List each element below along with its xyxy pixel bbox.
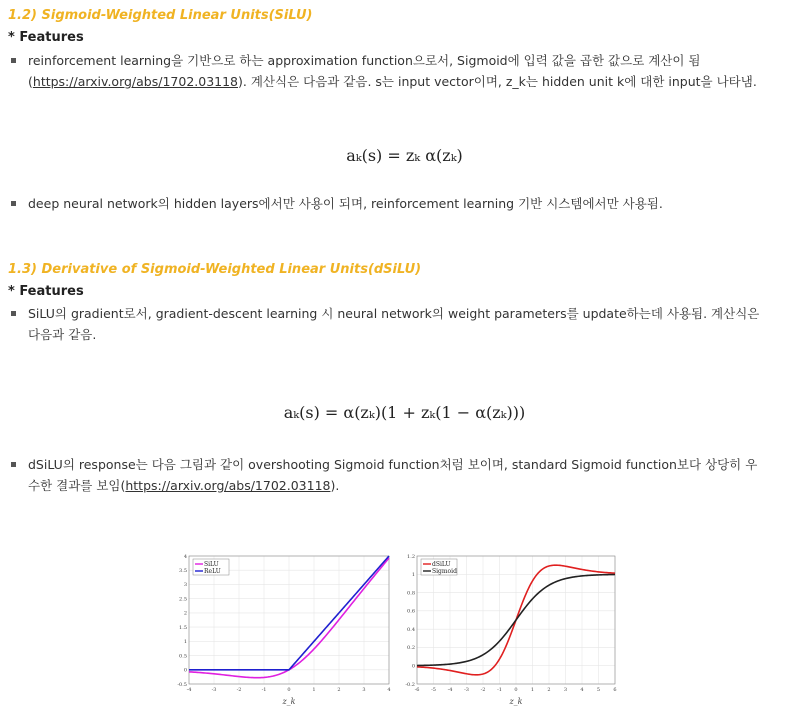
- x-tick-label: 1: [530, 687, 535, 693]
- silu-equation: aₖ(s) = zₖ α(zₖ): [346, 146, 463, 165]
- y-tick-label: 4: [183, 553, 187, 560]
- y-tick-label: 0.4: [407, 626, 415, 633]
- section-2-bullet-2: [8, 454, 798, 496]
- bullet-icon: [11, 201, 16, 206]
- bullet-text: deep neural network의 hidden layers에서만 사용이 되며, reinforcement learning 기반 시스템에서만 사용됨.: [28, 196, 663, 211]
- dsilu-sigmoid-chart: [395, 550, 625, 716]
- x-tick-label: 3: [563, 687, 568, 693]
- bullet-icon: [11, 311, 16, 316]
- y-tick-label: 2.5: [179, 596, 187, 603]
- x-tick-label: -6: [414, 687, 420, 693]
- section-1-bullet-2: [8, 193, 798, 214]
- y-tick-label: 0.6: [407, 608, 415, 615]
- x-axis-label: z_k: [509, 697, 523, 706]
- legend-label: SiLU: [204, 561, 219, 568]
- legend-label: Sigmoid: [432, 568, 457, 575]
- x-tick-label: 4: [580, 687, 584, 693]
- section-1-features-label: * Features: [8, 30, 84, 45]
- section-2-heading: 1.3) Derivative of Sigmoid-Weighted Linear Units(dSiLU): [8, 262, 422, 277]
- x-tick-label: -1: [497, 687, 502, 693]
- arxiv-link[interactable]: https://arxiv.org/abs/1702.03118: [125, 478, 331, 493]
- y-tick-label: -0.2: [405, 681, 415, 688]
- x-tick-label: -2: [480, 687, 486, 693]
- x-tick-label: -3: [211, 687, 217, 693]
- bullet-icon: [11, 58, 16, 63]
- section-1-heading: 1.2) Sigmoid-Weighted Linear Units(SiLU): [8, 8, 313, 23]
- bullet-text-line2: (https://arxiv.org/abs/1702.03118). 계산식은 다음과 같음. s는 input vector이며, z_k는 hidden unit k에 대한 input을 나타냄.: [28, 74, 757, 89]
- y-tick-label: 1: [411, 572, 415, 579]
- y-tick-label: 0: [411, 663, 415, 670]
- arxiv-link[interactable]: https://arxiv.org/abs/1702.03118: [32, 74, 239, 89]
- section-2-bullet-1: [8, 303, 798, 345]
- x-tick-label: -3: [464, 687, 469, 693]
- dsilu-equation: aₖ(s) = α(zₖ)(1 + zₖ(1 − α(zₖ))): [283, 403, 526, 422]
- y-tick-label: 1.5: [179, 624, 187, 631]
- x-tick-label: 3: [362, 687, 366, 693]
- y-tick-label: 1: [183, 639, 187, 646]
- x-tick-label: -2: [236, 687, 242, 693]
- legend-label: ReLU: [204, 568, 221, 575]
- x-tick-label: 4: [387, 687, 391, 693]
- silu-relu-chart: [165, 550, 397, 716]
- y-tick-label: 3: [183, 582, 187, 589]
- x-tick-label: 6: [613, 687, 617, 693]
- x-tick-label: 0: [287, 687, 291, 693]
- y-tick-label: 1.2: [407, 553, 415, 560]
- y-tick-label: 3.5: [179, 568, 187, 575]
- bullet-text: dSiLU의 response는 다음 그림과 같이 overshooting Sigmoid function처럼 보이며, standard Sigmoid function보다 상당히 우: [28, 457, 758, 472]
- y-tick-label: -0.5: [177, 681, 187, 688]
- bullet-text: reinforcement learning을 기반으로 하는 approximation function으로서, Sigmoid에 입력 값을 곱한 값으로 계산이 됨: [28, 53, 701, 68]
- y-tick-label: 0.5: [179, 653, 187, 660]
- x-tick-label: 2: [547, 687, 551, 693]
- y-tick-label: 0: [183, 667, 187, 674]
- x-tick-label: 0: [514, 687, 518, 693]
- x-axis-label: z_k: [282, 697, 296, 706]
- x-tick-label: -4: [447, 687, 453, 693]
- section-2-features-label: * Features: [8, 284, 84, 299]
- y-tick-label: 0.2: [407, 645, 415, 652]
- legend-label: dSiLU: [432, 561, 451, 568]
- y-tick-label: 0.8: [407, 590, 415, 597]
- x-tick-label: 2: [337, 687, 341, 693]
- x-tick-label: -4: [186, 687, 192, 693]
- section-1-bullet-1: [8, 50, 798, 92]
- bullet-text-line2: 수한 결과를 보임(https://arxiv.org/abs/1702.03118).: [28, 478, 340, 493]
- bullet-text: SiLU의 gradient로서, gradient-descent learning 시 neural network의 weight parameters를 update하는데 사용됨. 계산식은: [28, 306, 760, 321]
- bullet-icon: [11, 462, 16, 467]
- x-tick-label: -5: [431, 687, 436, 693]
- y-tick-label: 2: [183, 610, 187, 617]
- x-tick-label: -1: [261, 687, 267, 693]
- x-tick-label: 1: [312, 687, 316, 693]
- x-tick-label: 5: [596, 687, 601, 693]
- bullet-text-line2: 다음과 같음.: [28, 327, 97, 342]
